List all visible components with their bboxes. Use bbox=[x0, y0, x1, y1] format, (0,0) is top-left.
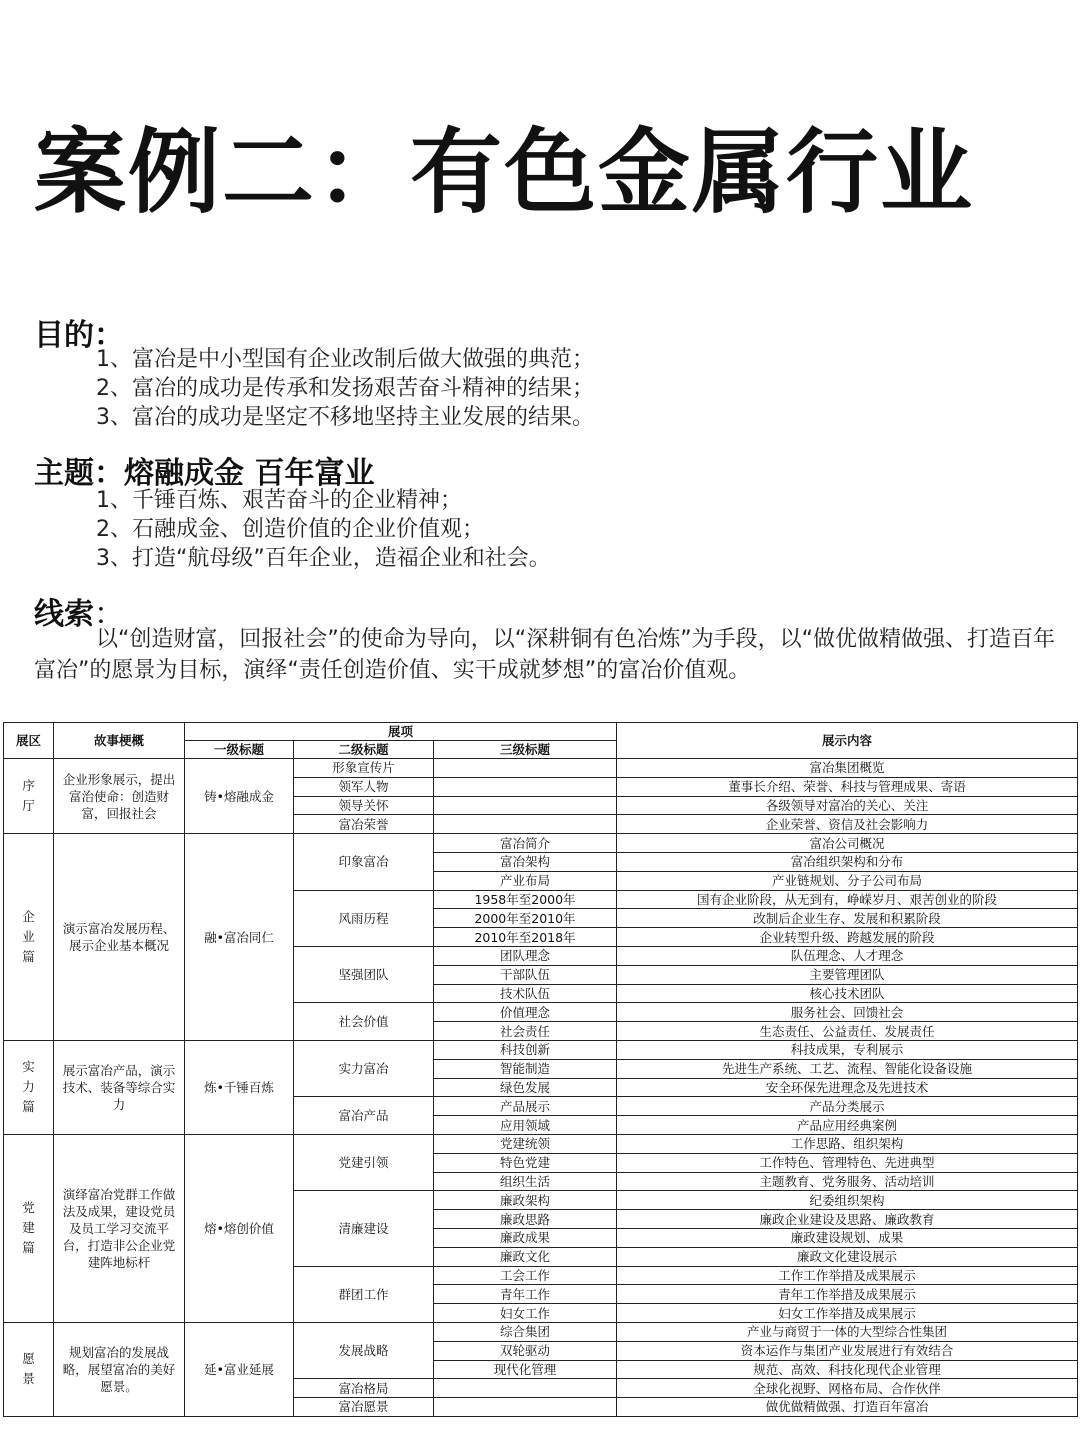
level1-cell: 融•富冶同仁 bbox=[185, 834, 294, 1041]
level1-cell: 熔•熔创价值 bbox=[185, 1134, 294, 1322]
level3-cell: 富冶架构 bbox=[434, 852, 617, 871]
level3-cell: 技术队伍 bbox=[434, 984, 617, 1003]
content-cell: 先进生产系统、工艺、流程、智能化设备设施 bbox=[617, 1059, 1078, 1078]
content-cell: 产业链规划、分子公司布局 bbox=[617, 871, 1078, 890]
header-zone: 展区 bbox=[4, 723, 54, 759]
theme-item-2: 2、石融成金、创造价值的企业价值观； bbox=[96, 517, 484, 542]
level3-cell: 2010年至2018年 bbox=[434, 928, 617, 947]
level3-cell bbox=[434, 1398, 617, 1417]
content-cell: 生态责任、公益责任、发展责任 bbox=[617, 1022, 1078, 1041]
level3-cell: 工会工作 bbox=[434, 1266, 617, 1285]
story-cell: 演示富冶发展历程、展示企业基本概况 bbox=[54, 834, 185, 1041]
content-cell: 富冶组织架构和分布 bbox=[617, 852, 1078, 871]
theme-heading: 主题：熔融成金 百年富业 bbox=[34, 456, 375, 491]
level3-cell: 团队理念 bbox=[434, 946, 617, 965]
level2-cell: 群团工作 bbox=[294, 1266, 434, 1322]
purpose-heading: 目的： bbox=[34, 318, 124, 353]
clue-heading-colon: ： bbox=[94, 597, 124, 632]
content-cell: 全球化视野、网格布局、合作伙伴 bbox=[617, 1379, 1078, 1398]
level3-cell: 廉政成果 bbox=[434, 1228, 617, 1247]
level3-cell: 富冶简介 bbox=[434, 834, 617, 853]
content-cell: 纪委组织架构 bbox=[617, 1191, 1078, 1210]
content-cell: 工作思路、组织架构 bbox=[617, 1134, 1078, 1153]
header-level1: 一级标题 bbox=[185, 741, 294, 759]
content-cell: 廉政企业建设及思路、廉政教育 bbox=[617, 1210, 1078, 1229]
zone-cell bbox=[4, 834, 54, 1041]
header-level2: 二级标题 bbox=[294, 741, 434, 759]
level3-cell: 综合集团 bbox=[434, 1322, 617, 1341]
zone-label: 愿景 bbox=[22, 1351, 35, 1387]
content-cell: 富冶集团概览 bbox=[617, 759, 1078, 778]
header-story: 故事梗概 bbox=[54, 723, 185, 759]
level3-cell: 廉政文化 bbox=[434, 1247, 617, 1266]
exhibit-table bbox=[3, 722, 1078, 1417]
level3-cell: 应用领域 bbox=[434, 1116, 617, 1135]
content-cell: 安全环保先进理念及先进技术 bbox=[617, 1078, 1078, 1097]
level3-cell: 双轮驱动 bbox=[434, 1341, 617, 1360]
purpose-item-2: 2、富冶的成功是传承和发扬艰苦奋斗精神的结果； bbox=[96, 376, 594, 401]
zone-label: 序厅 bbox=[22, 778, 35, 814]
header-content: 展示内容 bbox=[617, 723, 1078, 759]
theme-item-3: 3、打造“航母级”百年企业，造福企业和社会。 bbox=[96, 546, 551, 571]
level3-cell: 价值理念 bbox=[434, 1003, 617, 1022]
purpose-item-1: 1、富冶是中小型国有企业改制后做大做强的典范； bbox=[96, 347, 594, 372]
content-cell: 工作特色、管理特色、先进典型 bbox=[617, 1153, 1078, 1172]
level3-cell: 廉政架构 bbox=[434, 1191, 617, 1210]
level2-cell: 印象富冶 bbox=[294, 834, 434, 890]
level3-cell: 妇女工作 bbox=[434, 1304, 617, 1323]
level2-cell: 领导关怀 bbox=[294, 796, 434, 815]
clue-heading-label: 线索 bbox=[34, 597, 94, 632]
content-cell: 各级领导对富冶的关心、关注 bbox=[617, 796, 1078, 815]
content-cell: 青年工作举措及成果展示 bbox=[617, 1285, 1078, 1304]
zone-cell bbox=[4, 1322, 54, 1416]
content-cell: 廉政文化建设展示 bbox=[617, 1247, 1078, 1266]
zone-label: 党建篇 bbox=[22, 1200, 35, 1256]
header-items: 展项 bbox=[185, 723, 617, 741]
content-cell: 规范、高效、科技化现代企业管理 bbox=[617, 1360, 1078, 1379]
zone-cell bbox=[4, 1040, 54, 1134]
level3-cell: 特色党建 bbox=[434, 1153, 617, 1172]
content-cell: 董事长介绍、荣誉、科技与管理成果、寄语 bbox=[617, 777, 1078, 796]
content-cell: 产业与商贸于一体的大型综合性集团 bbox=[617, 1322, 1078, 1341]
level1-cell: 炼•千锤百炼 bbox=[185, 1040, 294, 1134]
level2-cell: 领军人物 bbox=[294, 777, 434, 796]
content-cell: 主题教育、党务服务、活动培训 bbox=[617, 1172, 1078, 1191]
story-cell: 规划富冶的发展战略，展望富冶的美好愿景。 bbox=[54, 1322, 185, 1416]
content-cell: 工作工作举措及成果展示 bbox=[617, 1266, 1078, 1285]
level3-cell: 现代化管理 bbox=[434, 1360, 617, 1379]
content-cell: 产品应用经典案例 bbox=[617, 1116, 1078, 1135]
level2-cell: 发展战略 bbox=[294, 1322, 434, 1378]
level3-cell: 社会责任 bbox=[434, 1022, 617, 1041]
content-cell: 企业转型升级、跨越发展的阶段 bbox=[617, 928, 1078, 947]
zone-label: 企业篇 bbox=[22, 909, 35, 965]
content-cell: 妇女工作举措及成果展示 bbox=[617, 1304, 1078, 1323]
zone-cell bbox=[4, 1134, 54, 1322]
story-cell: 展示富冶产品，演示技术、装备等综合实力 bbox=[54, 1040, 185, 1134]
level1-cell: 铸•熔融成金 bbox=[185, 759, 294, 834]
theme-item-1: 1、千锤百炼、艰苦奋斗的企业精神； bbox=[96, 488, 462, 513]
level3-cell: 产品展示 bbox=[434, 1097, 617, 1116]
level2-cell: 坚强团队 bbox=[294, 946, 434, 1002]
story-cell: 企业形象展示，提出富治使命：创造财富，回报社会 bbox=[54, 759, 185, 834]
level2-cell: 形象宣传片 bbox=[294, 759, 434, 778]
zone-cell bbox=[4, 759, 54, 834]
content-cell: 企业荣誉、资信及社会影响力 bbox=[617, 815, 1078, 834]
level3-cell: 智能制造 bbox=[434, 1059, 617, 1078]
level3-cell: 组织生活 bbox=[434, 1172, 617, 1191]
level3-cell bbox=[434, 777, 617, 796]
level2-cell: 富冶产品 bbox=[294, 1097, 434, 1135]
content-cell: 做优做精做强、打造百年富冶 bbox=[617, 1398, 1078, 1417]
content-cell: 核心技术团队 bbox=[617, 984, 1078, 1003]
level3-cell: 廉政思路 bbox=[434, 1210, 617, 1229]
level1-cell: 延•富业延展 bbox=[185, 1322, 294, 1416]
level3-cell: 绿色发展 bbox=[434, 1078, 617, 1097]
content-cell: 服务社会、回馈社会 bbox=[617, 1003, 1078, 1022]
level2-cell: 党建引领 bbox=[294, 1134, 434, 1190]
level2-cell: 社会价值 bbox=[294, 1003, 434, 1041]
content-cell: 科技成果，专利展示 bbox=[617, 1040, 1078, 1059]
level2-cell: 实力富冶 bbox=[294, 1040, 434, 1096]
content-cell: 产品分类展示 bbox=[617, 1097, 1078, 1116]
content-cell: 国有企业阶段，从无到有，峥嵘岁月、艰苦创业的阶段 bbox=[617, 890, 1078, 909]
story-cell: 演绎富冶党群工作做法及成果，建设党员及员工学习交流平台，打造非公企业党建阵地标杆 bbox=[54, 1134, 185, 1322]
level2-cell: 富冶愿景 bbox=[294, 1398, 434, 1417]
clue-paragraph: 以“创造财富，回报社会”的使命为导向，以“深耕铜有色冶炼”为手段，以“做优做精做强、打造百年富冶”的愿景为目标，演绎“责任创造价值、实干成就梦想”的富冶价值观。 bbox=[34, 627, 1055, 683]
zone-label: 实力篇 bbox=[22, 1059, 35, 1115]
content-cell: 资本运作与集团产业发展进行有效结合 bbox=[617, 1341, 1078, 1360]
level2-cell: 风雨历程 bbox=[294, 890, 434, 946]
level3-cell: 产业布局 bbox=[434, 871, 617, 890]
level2-cell: 清廉建设 bbox=[294, 1191, 434, 1266]
level2-cell: 富冶格局 bbox=[294, 1379, 434, 1398]
level3-cell: 1958年至2000年 bbox=[434, 890, 617, 909]
purpose-item-3: 3、富冶的成功是坚定不移地坚持主业发展的结果。 bbox=[96, 405, 594, 430]
level3-cell bbox=[434, 1379, 617, 1398]
level3-cell: 科技创新 bbox=[434, 1040, 617, 1059]
content-cell: 主要管理团队 bbox=[617, 965, 1078, 984]
header-level3: 三级标题 bbox=[434, 741, 617, 759]
level3-cell: 2000年至2010年 bbox=[434, 909, 617, 928]
level3-cell bbox=[434, 759, 617, 778]
level3-cell bbox=[434, 796, 617, 815]
content-cell: 廉政建设规划、成果 bbox=[617, 1228, 1078, 1247]
content-cell: 富冶公司概况 bbox=[617, 834, 1078, 853]
level3-cell: 干部队伍 bbox=[434, 965, 617, 984]
content-cell: 队伍理念、人才理念 bbox=[617, 946, 1078, 965]
page-title: 案例二：有色金属行业 bbox=[34, 119, 975, 226]
level3-cell: 党建统领 bbox=[434, 1134, 617, 1153]
level3-cell bbox=[434, 815, 617, 834]
level2-cell: 富冶荣誉 bbox=[294, 815, 434, 834]
content-cell: 改制后企业生存、发展和积累阶段 bbox=[617, 909, 1078, 928]
level3-cell: 青年工作 bbox=[434, 1285, 617, 1304]
